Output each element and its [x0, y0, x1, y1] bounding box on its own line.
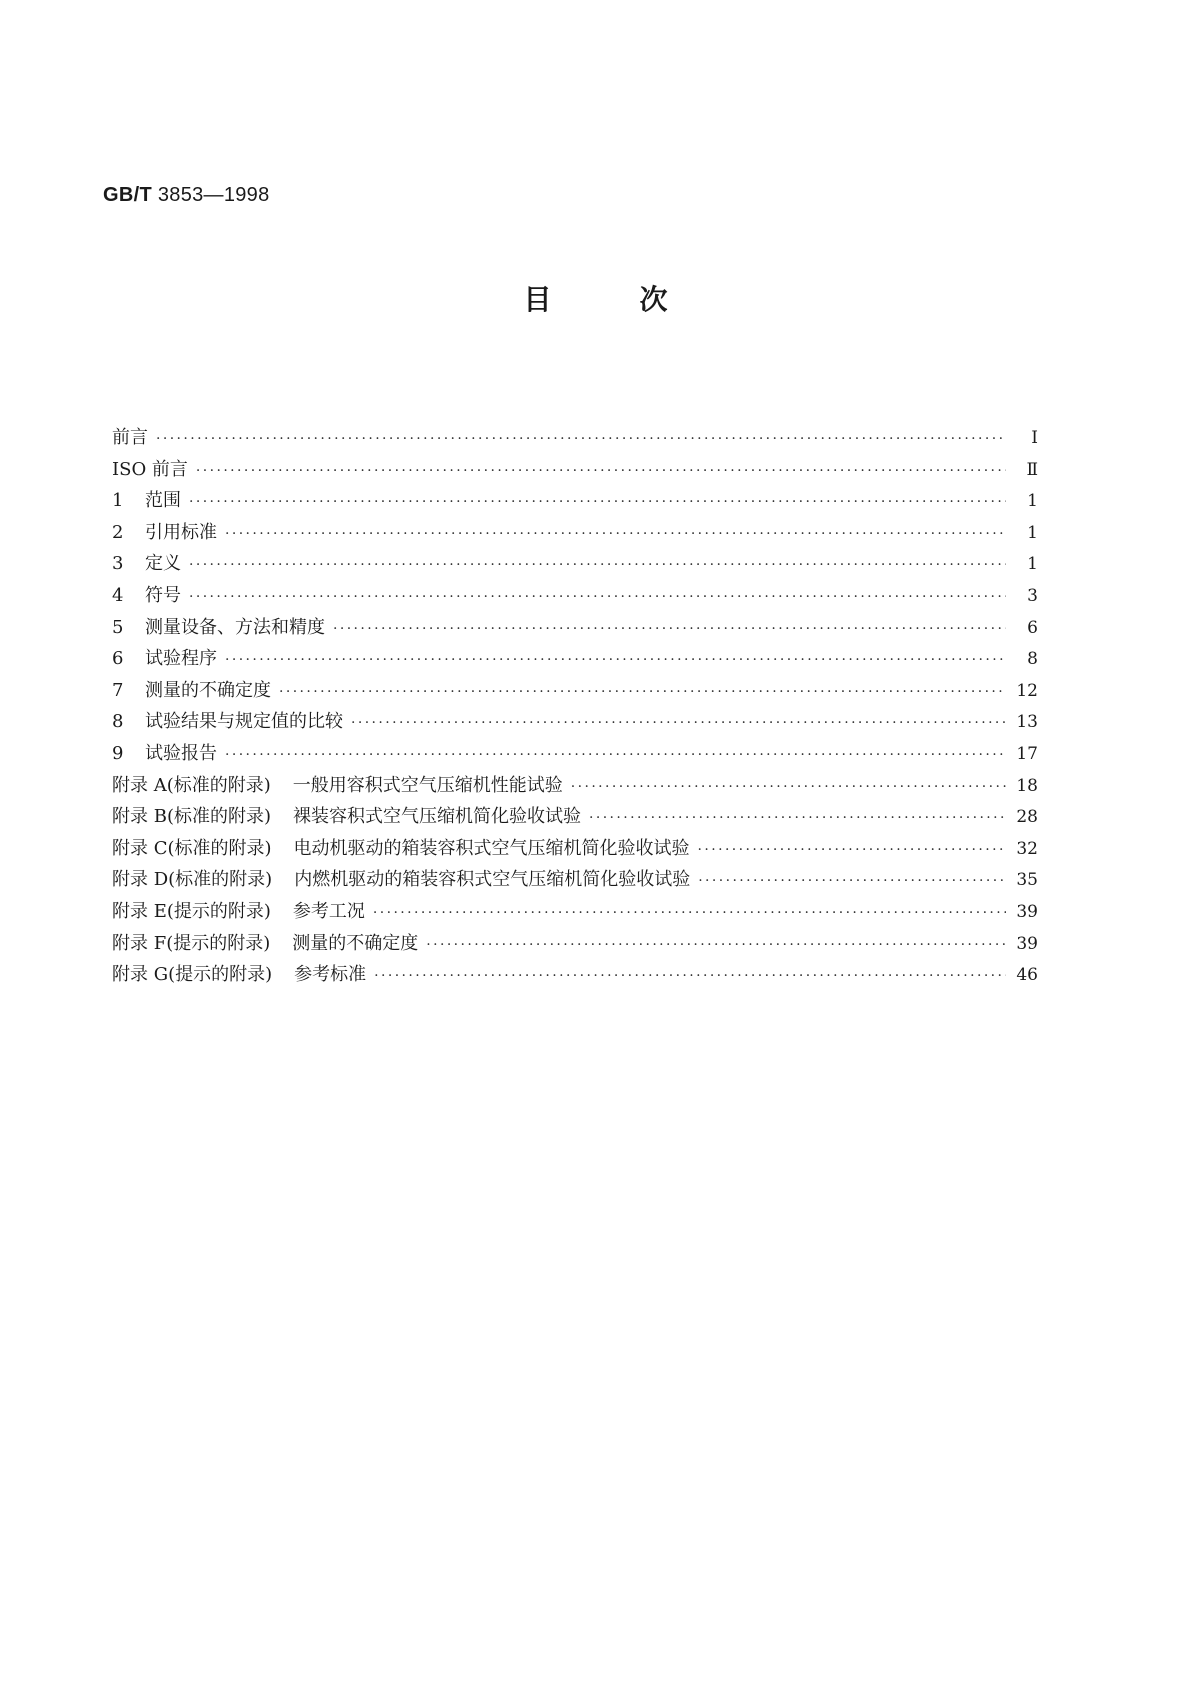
toc-entry-page-number: 13	[1016, 712, 1038, 733]
toc-entry[interactable]	[112, 897, 1038, 929]
toc-entry[interactable]	[112, 423, 1038, 455]
toc-entry-title: 试验报告	[145, 742, 217, 764]
toc-entry[interactable]	[112, 865, 1038, 897]
toc-entry-leader-dots	[351, 715, 1006, 731]
toc-entry-number: 4	[112, 584, 124, 606]
toc-entry-page-number: 17	[1016, 743, 1038, 764]
toc-entry-page-number: I	[1031, 428, 1038, 448]
toc-entry-title: 参考标准	[294, 964, 367, 986]
toc-entry-page-number: 28	[1016, 807, 1038, 828]
toc-entry-leader-dots	[698, 842, 1006, 858]
toc-entry-page-number: 1	[1027, 522, 1038, 543]
toc-entry-number: 1	[112, 490, 124, 512]
toc-entry-page-number: 18	[1016, 775, 1038, 796]
toc-entry-page-number: 8	[1027, 649, 1038, 670]
toc-entry[interactable]	[112, 549, 1038, 581]
toc-entry-number: 9	[112, 742, 124, 764]
toc-entry-leader-dots	[698, 873, 1006, 889]
toc-entry-leader-dots	[279, 684, 1006, 700]
toc-entry-page-number: 46	[1016, 965, 1038, 986]
toc-entry-appendix-label: 附录 E(提示的附录)	[112, 900, 271, 922]
toc-entry-appendix-label: 附录 B(标准的附录)	[112, 806, 271, 828]
toc-entry-appendix-label: 附录 G(提示的附录)	[112, 964, 273, 986]
toc-entry-page-number: 39	[1016, 901, 1038, 922]
toc-entry-leader-dots	[571, 779, 1006, 795]
toc-entry-page-number: 39	[1016, 933, 1038, 954]
toc-entry-leader-dots	[189, 589, 1006, 605]
toc-entry-appendix-label: 附录 D(标准的附录)	[112, 869, 273, 891]
toc-entry-title: 电动机驱动的箱装容积式空气压缩机简化验收试验	[293, 837, 690, 859]
toc-entry[interactable]	[112, 771, 1038, 803]
toc-entry[interactable]	[112, 960, 1038, 992]
toc-entry[interactable]	[112, 644, 1038, 676]
toc-entry[interactable]	[112, 581, 1038, 613]
toc-entry-title: 一般用容积式空气压缩机性能试验	[292, 774, 563, 796]
toc-entry-page-number: 1	[1027, 491, 1038, 512]
document-code	[103, 184, 270, 207]
toc-entry-title: 前言	[112, 427, 148, 448]
toc-entry-leader-dots	[225, 526, 1006, 542]
toc-entry-leader-dots	[196, 463, 1006, 479]
toc-entry-number: 2	[112, 521, 124, 543]
toc-entry[interactable]	[112, 613, 1038, 645]
toc-entry[interactable]	[112, 707, 1038, 739]
toc-entry[interactable]	[112, 676, 1038, 708]
toc-entry-leader-dots	[333, 621, 1006, 637]
toc-list	[112, 423, 1038, 992]
toc-entry-number: 6	[112, 648, 124, 670]
toc-entry-leader-dots	[373, 905, 1006, 921]
toc-entry-leader-dots	[589, 810, 1006, 826]
toc-entry[interactable]	[112, 834, 1038, 866]
toc-entry-title: 测量的不确定度	[145, 679, 271, 701]
toc-entry-page-number: 3	[1027, 585, 1038, 606]
toc-entry[interactable]	[112, 929, 1038, 961]
toc-entry-title: 试验结果与规定值的比较	[145, 711, 343, 733]
toc-entry-title: ISO 前言	[112, 458, 188, 480]
toc-entry-appendix-label: 附录 F(提示的附录)	[112, 932, 271, 954]
toc-entry-title: 测量设备、方法和精度	[145, 616, 325, 638]
toc-entry-leader-dots	[189, 494, 1006, 510]
toc-entry-number: 5	[112, 616, 124, 638]
toc-entry-page-number: 12	[1016, 680, 1038, 701]
toc-entry-leader-dots	[374, 968, 1006, 984]
toc-entry-leader-dots	[426, 937, 1006, 953]
toc-entry-page-number: 35	[1016, 870, 1038, 891]
toc-heading: 目次	[523, 283, 756, 316]
toc-entry-number: 8	[112, 711, 124, 733]
toc-entry[interactable]	[112, 739, 1038, 771]
toc-entry-number: 7	[112, 679, 124, 701]
toc-entry-page-number: 1	[1027, 554, 1038, 575]
toc-entry-number: 3	[112, 553, 124, 575]
document-code-prefix: GB/T	[103, 184, 152, 206]
toc-entry-title: 裸装容积式空气压缩机简化验收试验	[293, 806, 581, 828]
toc-entry-leader-dots	[156, 431, 1006, 447]
toc-entry-title: 范围	[145, 490, 181, 512]
toc-entry-title: 参考工况	[292, 900, 365, 922]
toc-entry-title: 试验程序	[145, 648, 217, 670]
toc-entry[interactable]	[112, 486, 1038, 518]
toc-entry-leader-dots	[225, 747, 1006, 763]
toc-entry-title: 引用标准	[145, 521, 217, 543]
toc-entry[interactable]	[112, 802, 1038, 834]
toc-entry-appendix-label: 附录 C(标准的附录)	[112, 837, 272, 859]
toc-entry[interactable]	[112, 455, 1038, 487]
toc-entry-page-number: 32	[1016, 838, 1038, 859]
toc-entry-title: 内燃机驱动的箱装容积式空气压缩机简化验收试验	[294, 869, 691, 891]
toc-entry-page-number: Ⅱ	[1026, 459, 1038, 480]
toc-entry-page-number: 6	[1027, 617, 1038, 638]
toc-entry[interactable]	[112, 518, 1038, 550]
toc-entry-title: 测量的不确定度	[292, 932, 419, 954]
toc-entry-leader-dots	[225, 652, 1006, 668]
toc-entry-appendix-label: 附录 A(标准的附录)	[112, 774, 271, 796]
toc-entry-leader-dots	[189, 557, 1006, 573]
document-code-number: 3853—1998	[157, 184, 270, 206]
toc-entry-title: 符号	[145, 584, 181, 606]
toc-entry-title: 定义	[145, 553, 181, 575]
